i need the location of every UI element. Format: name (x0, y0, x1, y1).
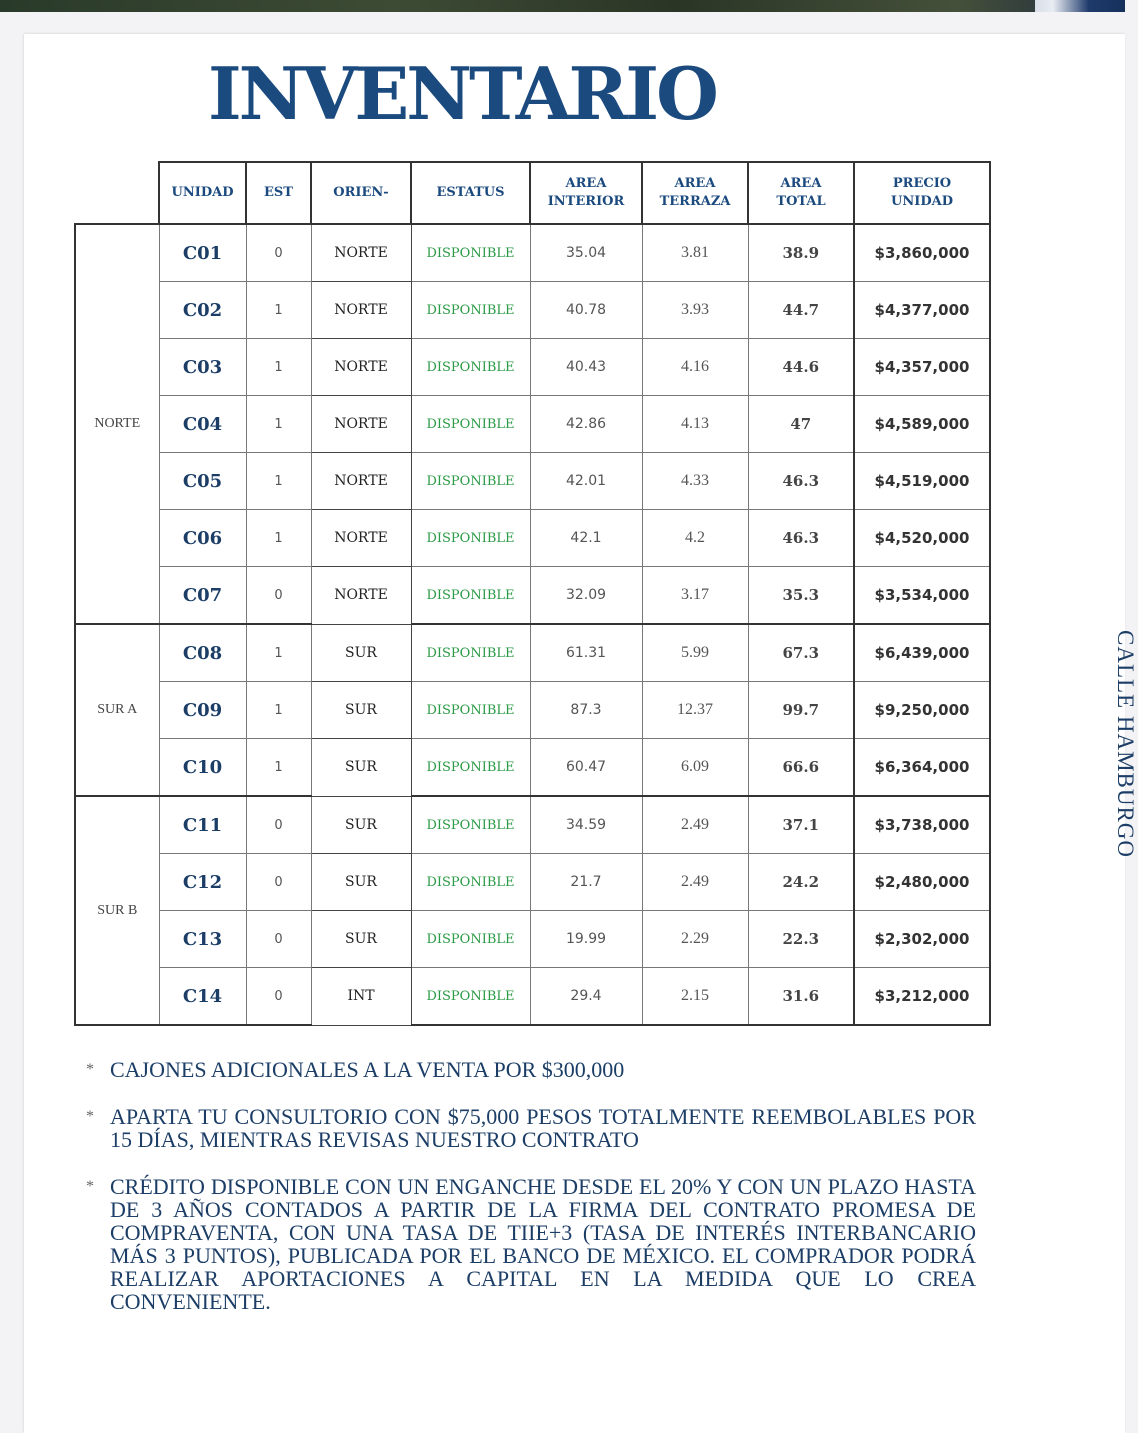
cell-unidad: C06 (159, 510, 246, 567)
cell-area-interior: 32.09 (530, 567, 642, 625)
cell-orientacion: SUR (311, 854, 411, 911)
cell-area-total: 44.6 (748, 339, 854, 396)
cell-area-total: 22.3 (748, 911, 854, 968)
note-text: APARTA TU CONSULTORIO CON $75,000 PESOS TOTALMENTE REEMBOLABLES POR 15 DÍAS, MIENTRAS REVISAS NUESTRO CONTRATO (110, 1104, 976, 1152)
table-row (75, 567, 990, 625)
cell-area-terraza: 5.99 (642, 624, 748, 682)
inventory-table (74, 161, 991, 1026)
cell-area-terraza: 3.81 (642, 224, 748, 282)
cell-orientacion: SUR (311, 739, 411, 797)
table-row (75, 968, 990, 1026)
cell-precio: $4,519,000 (854, 453, 990, 510)
cell-precio: $4,589,000 (854, 396, 990, 453)
header-area-interior (530, 162, 642, 224)
notes-list (86, 1058, 976, 1337)
cell-orientacion: NORTE (311, 567, 411, 625)
cell-area-interior: 60.47 (530, 739, 642, 797)
cell-unidad: C02 (159, 282, 246, 339)
cell-precio: $3,534,000 (854, 567, 990, 625)
cell-est: 1 (246, 396, 311, 453)
cell-area-interior: 29.4 (530, 968, 642, 1026)
header-orien: ORIEN- (311, 162, 411, 224)
cell-unidad: C09 (159, 682, 246, 739)
table-row (75, 396, 990, 453)
table-row (75, 453, 990, 510)
header-est: EST (246, 162, 311, 224)
cell-area-terraza: 4.16 (642, 339, 748, 396)
cell-est: 1 (246, 282, 311, 339)
cell-estatus: DISPONIBLE (411, 282, 530, 339)
cell-estatus: DISPONIBLE (411, 911, 530, 968)
table-row (75, 796, 990, 854)
table-row (75, 739, 990, 797)
cell-unidad: C05 (159, 453, 246, 510)
cell-orientacion: INT (311, 968, 411, 1026)
header-area-interior-line2: INTERIOR (547, 194, 625, 209)
cell-unidad: C04 (159, 396, 246, 453)
cell-precio: $9,250,000 (854, 682, 990, 739)
cell-area-total: 47 (748, 396, 854, 453)
cell-orientacion: NORTE (311, 453, 411, 510)
cell-area-total: 24.2 (748, 854, 854, 911)
cell-est: 1 (246, 739, 311, 797)
table-row (75, 510, 990, 567)
cell-area-interior: 40.78 (530, 282, 642, 339)
cell-area-total: 44.7 (748, 282, 854, 339)
cell-area-terraza: 3.93 (642, 282, 748, 339)
cell-area-interior: 34.59 (530, 796, 642, 854)
cell-unidad: C12 (159, 854, 246, 911)
table-row (75, 339, 990, 396)
cell-estatus: DISPONIBLE (411, 624, 530, 682)
cell-est: 0 (246, 567, 311, 625)
header-area-terraza-line1: AREA (674, 175, 716, 191)
cell-est: 1 (246, 682, 311, 739)
cell-area-terraza: 3.17 (642, 567, 748, 625)
cell-orientacion: SUR (311, 796, 411, 854)
cell-precio: $3,738,000 (854, 796, 990, 854)
cell-est: 0 (246, 224, 311, 282)
cell-est: 0 (246, 968, 311, 1026)
cell-area-total: 38.9 (748, 224, 854, 282)
table-row (75, 682, 990, 739)
cell-area-interior: 61.31 (530, 624, 642, 682)
cell-area-total: 67.3 (748, 624, 854, 682)
group-label: SUR B (75, 796, 159, 1025)
cell-unidad: C01 (159, 224, 246, 282)
table-row (75, 911, 990, 968)
header-area-terraza (642, 162, 748, 224)
cell-precio: $3,212,000 (854, 968, 990, 1026)
cell-estatus: DISPONIBLE (411, 567, 530, 625)
cell-estatus: DISPONIBLE (411, 854, 530, 911)
cell-estatus: DISPONIBLE (411, 796, 530, 854)
cell-est: 0 (246, 854, 311, 911)
cell-est: 1 (246, 339, 311, 396)
table-row (75, 282, 990, 339)
cell-precio: $6,439,000 (854, 624, 990, 682)
cell-area-interior: 42.01 (530, 453, 642, 510)
cell-estatus: DISPONIBLE (411, 510, 530, 567)
cell-area-terraza: 2.29 (642, 911, 748, 968)
cell-area-interior: 42.1 (530, 510, 642, 567)
header-precio-line1: PRECIO (892, 175, 952, 191)
cell-area-total: 66.6 (748, 739, 854, 797)
header-unidad: UNIDAD (159, 162, 246, 224)
header-blank (75, 162, 159, 224)
note-bullet: * (86, 1108, 94, 1125)
cell-precio: $6,364,000 (854, 739, 990, 797)
cell-area-interior: 87.3 (530, 682, 642, 739)
cell-unidad: C13 (159, 911, 246, 968)
cell-est: 0 (246, 796, 311, 854)
cell-orientacion: SUR (311, 682, 411, 739)
header-area-terraza-line2: TERRAZA (659, 194, 731, 209)
header-area-total-line2: TOTAL (776, 194, 826, 209)
note-text: CRÉDITO DISPONIBLE CON UN ENGANCHE DESDE EL 20% Y CON UN PLAZO HASTA DE 3 AÑOS CONTADOS A PARTIR DE LA FIRMA DEL CONTRATO PROMESA DE COMPRAVENTA, CON UNA TASA DE TIIE+3 (TASA DE INTERÉS INTERBANCARIO MÁS 3 PUNTOS), PUBLICADA POR EL BANCO DE MÉXICO. EL COMPRADOR PODRÁ REALIZAR APORTACIONES A CAPITAL EN LA MEDIDA QUE LO CREA CONVENIENTE. (110, 1174, 976, 1314)
header-photo-strip (0, 0, 1125, 12)
cell-estatus: DISPONIBLE (411, 739, 530, 797)
cell-area-total: 31.6 (748, 968, 854, 1026)
cell-orientacion: SUR (311, 911, 411, 968)
group-label: NORTE (75, 224, 159, 624)
cell-orientacion: SUR (311, 624, 411, 682)
note-item (86, 1058, 976, 1081)
cell-unidad: C10 (159, 739, 246, 797)
cell-unidad: C07 (159, 567, 246, 625)
cell-area-terraza: 2.49 (642, 796, 748, 854)
cell-unidad: C14 (159, 968, 246, 1026)
note-item (86, 1175, 976, 1313)
note-item (86, 1105, 976, 1151)
cell-area-terraza: 4.2 (642, 510, 748, 567)
cell-orientacion: NORTE (311, 224, 411, 282)
cell-area-terraza: 2.49 (642, 854, 748, 911)
cell-precio: $2,480,000 (854, 854, 990, 911)
cell-area-total: 46.3 (748, 510, 854, 567)
cell-area-total: 35.3 (748, 567, 854, 625)
cell-area-interior: 35.04 (530, 224, 642, 282)
cell-estatus: DISPONIBLE (411, 453, 530, 510)
cell-area-total: 46.3 (748, 453, 854, 510)
cell-precio: $2,302,000 (854, 911, 990, 968)
table-row (75, 624, 990, 682)
cell-orientacion: NORTE (311, 396, 411, 453)
cell-estatus: DISPONIBLE (411, 396, 530, 453)
cell-estatus: DISPONIBLE (411, 968, 530, 1026)
cell-precio: $3,860,000 (854, 224, 990, 282)
header-precio-line2: UNIDAD (891, 194, 953, 209)
cell-orientacion: NORTE (311, 339, 411, 396)
group-label: SUR A (75, 624, 159, 796)
cell-unidad: C11 (159, 796, 246, 854)
cell-area-interior: 19.99 (530, 911, 642, 968)
table-header-row (75, 162, 990, 224)
street-label: CALLE HAMBURGO (1113, 630, 1138, 859)
header-area-interior-line1: AREA (565, 175, 607, 191)
cell-unidad: C03 (159, 339, 246, 396)
header-area-total-line1: AREA (780, 175, 822, 191)
header-precio (854, 162, 990, 224)
cell-est: 1 (246, 453, 311, 510)
table-row (75, 854, 990, 911)
header-estatus: ESTATUS (411, 162, 530, 224)
header-photo-accent (1035, 0, 1125, 12)
cell-area-terraza: 12.37 (642, 682, 748, 739)
note-bullet: * (86, 1061, 94, 1078)
cell-area-interior: 21.7 (530, 854, 642, 911)
header-area-total (748, 162, 854, 224)
cell-precio: $4,377,000 (854, 282, 990, 339)
table-row (75, 224, 990, 282)
cell-area-terraza: 2.15 (642, 968, 748, 1026)
cell-estatus: DISPONIBLE (411, 682, 530, 739)
cell-area-interior: 42.86 (530, 396, 642, 453)
cell-est: 1 (246, 510, 311, 567)
cell-precio: $4,520,000 (854, 510, 990, 567)
cell-area-terraza: 6.09 (642, 739, 748, 797)
cell-orientacion: NORTE (311, 282, 411, 339)
cell-unidad: C08 (159, 624, 246, 682)
cell-precio: $4,357,000 (854, 339, 990, 396)
cell-area-total: 37.1 (748, 796, 854, 854)
cell-area-terraza: 4.33 (642, 453, 748, 510)
note-bullet: * (86, 1178, 94, 1195)
note-text: CAJONES ADICIONALES A LA VENTA POR $300,000 (110, 1057, 625, 1082)
cell-area-terraza: 4.13 (642, 396, 748, 453)
cell-est: 0 (246, 911, 311, 968)
cell-orientacion: NORTE (311, 510, 411, 567)
page-title: INVENTARIO (208, 51, 716, 136)
cell-area-interior: 40.43 (530, 339, 642, 396)
cell-est: 1 (246, 624, 311, 682)
cell-estatus: DISPONIBLE (411, 224, 530, 282)
cell-estatus: DISPONIBLE (411, 339, 530, 396)
cell-area-total: 99.7 (748, 682, 854, 739)
